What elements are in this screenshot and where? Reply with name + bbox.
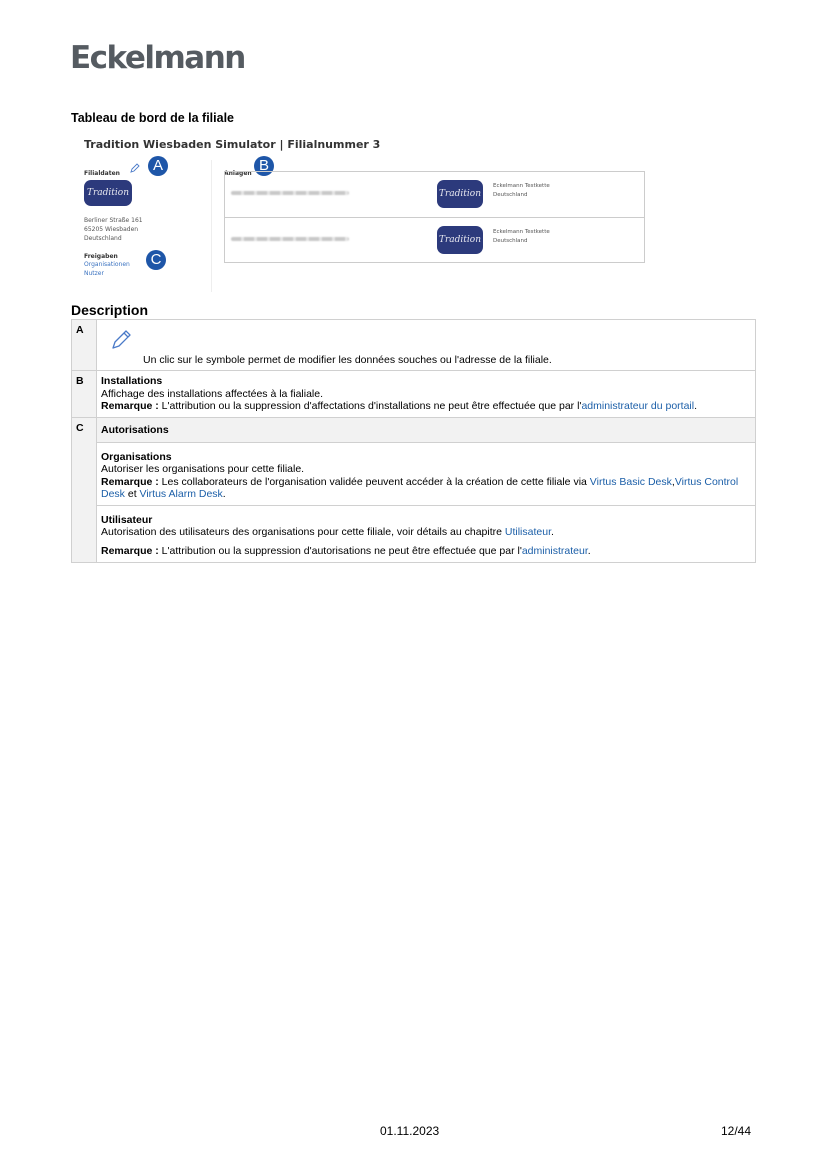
user-text-body: Autorisation des utilisateurs des organisations pour cette filiale, voir détails au chapitre — [101, 526, 505, 538]
remark-end: . — [222, 488, 226, 500]
row-content — [97, 320, 756, 371]
nutzer-link[interactable]: Nutzer — [84, 270, 104, 277]
address-country: Deutschland — [84, 235, 122, 242]
filialdaten-label: Filialdaten — [84, 170, 120, 177]
pencil-icon — [111, 328, 751, 350]
remark-label: Remarque : — [101, 475, 159, 488]
user-title: Utilisateur — [101, 513, 153, 526]
virtus-control-desk-link[interactable]: Virtus Control Desk — [101, 475, 739, 500]
panel-divider — [211, 160, 212, 292]
virtus-alarm-desk-link[interactable]: Virtus Alarm Desk — [139, 488, 223, 500]
text-end: . — [551, 526, 554, 538]
remark-text: L'attribution ou la suppression d'affectations d'installations ne peut être effectuée que par l' — [158, 400, 582, 412]
table-row — [72, 320, 756, 371]
anlage-row[interactable] — [225, 217, 644, 263]
badge-c: C — [146, 250, 166, 270]
remark-text: Les collaborateurs de l'organisation validée peuvent accéder à la création de cette filiale via — [158, 475, 590, 488]
row-text: Un clic sur le symbole permet de modifier les données souches ou l'adresse de la filiale. — [143, 354, 552, 366]
row-key: B — [72, 371, 97, 418]
badge-a: A — [148, 156, 168, 176]
tradition-logo: Tradition — [437, 226, 483, 254]
anlage-company: Eckelmann Testkette — [493, 229, 550, 235]
tradition-logo: Tradition — [437, 180, 483, 208]
org-title: Organisations — [101, 450, 172, 463]
anlage-country: Deutschland — [493, 238, 528, 244]
tradition-logo: Tradition — [84, 180, 132, 206]
freigaben-label: Freigaben — [84, 253, 118, 260]
utilisateur-link[interactable]: Utilisateur — [504, 526, 551, 538]
badge-b: B — [254, 156, 274, 176]
row-title: Autorisations — [97, 417, 756, 442]
row-key: A — [72, 320, 97, 371]
row-text: Affichage des installations affectées à la fialiale. — [101, 387, 324, 400]
address-street: Berliner Straße 161 — [84, 217, 143, 224]
row-content — [97, 371, 756, 418]
description-title: Description — [71, 302, 149, 318]
address-city: 65205 Wiesbaden — [84, 226, 139, 233]
row-content — [97, 505, 756, 563]
remark-text: L'attribution ou la suppression d'autorisations ne peut être effectuée que par l' — [158, 544, 522, 557]
user-remark — [101, 545, 751, 558]
user-text — [101, 526, 751, 539]
anlagen-label: Anlagen — [224, 170, 252, 177]
remark-label: Remarque : — [101, 400, 159, 412]
anlage-info — [493, 182, 550, 200]
conjunction: et — [124, 488, 140, 500]
virtus-basic-desk-link[interactable]: Virtus Basic Desk — [589, 475, 672, 488]
pencil-icon[interactable] — [130, 158, 140, 177]
address-block — [84, 216, 214, 243]
row-content — [97, 442, 756, 505]
anlage-row[interactable] — [225, 172, 644, 218]
org-text: Autoriser les organisations pour cette filiale. — [101, 463, 305, 475]
admin-portal-link[interactable]: administrateur du portail — [581, 400, 695, 412]
organisationen-link[interactable]: Organisationen — [84, 261, 130, 268]
dashboard-screenshot — [78, 136, 648, 292]
anlagen-panel — [224, 157, 646, 245]
administrateur-link[interactable]: administrateur — [521, 544, 588, 557]
anlage-info — [493, 228, 550, 246]
row-remark — [101, 400, 751, 413]
footer-date: 01.11.2023 — [380, 1124, 440, 1138]
remark-end: . — [587, 544, 591, 557]
anlage-company: Eckelmann Testkette — [493, 183, 550, 189]
table-row — [72, 371, 756, 418]
org-remark — [101, 476, 751, 501]
table-row — [72, 417, 756, 442]
anlagen-list — [224, 171, 645, 263]
section-title: Tableau de bord de la filiale — [71, 111, 235, 125]
table-row — [72, 442, 756, 505]
separator: , — [671, 475, 675, 488]
brand-logo: Eckelmann — [70, 40, 245, 76]
screenshot-title: Tradition Wiesbaden Simulator | Filialnummer 3 — [84, 138, 381, 151]
description-table — [71, 319, 756, 563]
remark-label: Remarque : — [101, 544, 159, 557]
filialdaten-panel — [84, 157, 214, 278]
blurred-id — [231, 237, 349, 241]
row-key: C — [72, 417, 97, 563]
remark-end: . — [694, 400, 697, 412]
page-number: 12/44 — [721, 1124, 752, 1138]
row-title: Installations — [101, 375, 163, 387]
table-row — [72, 505, 756, 563]
blurred-id — [231, 191, 349, 195]
anlage-country: Deutschland — [493, 192, 528, 198]
